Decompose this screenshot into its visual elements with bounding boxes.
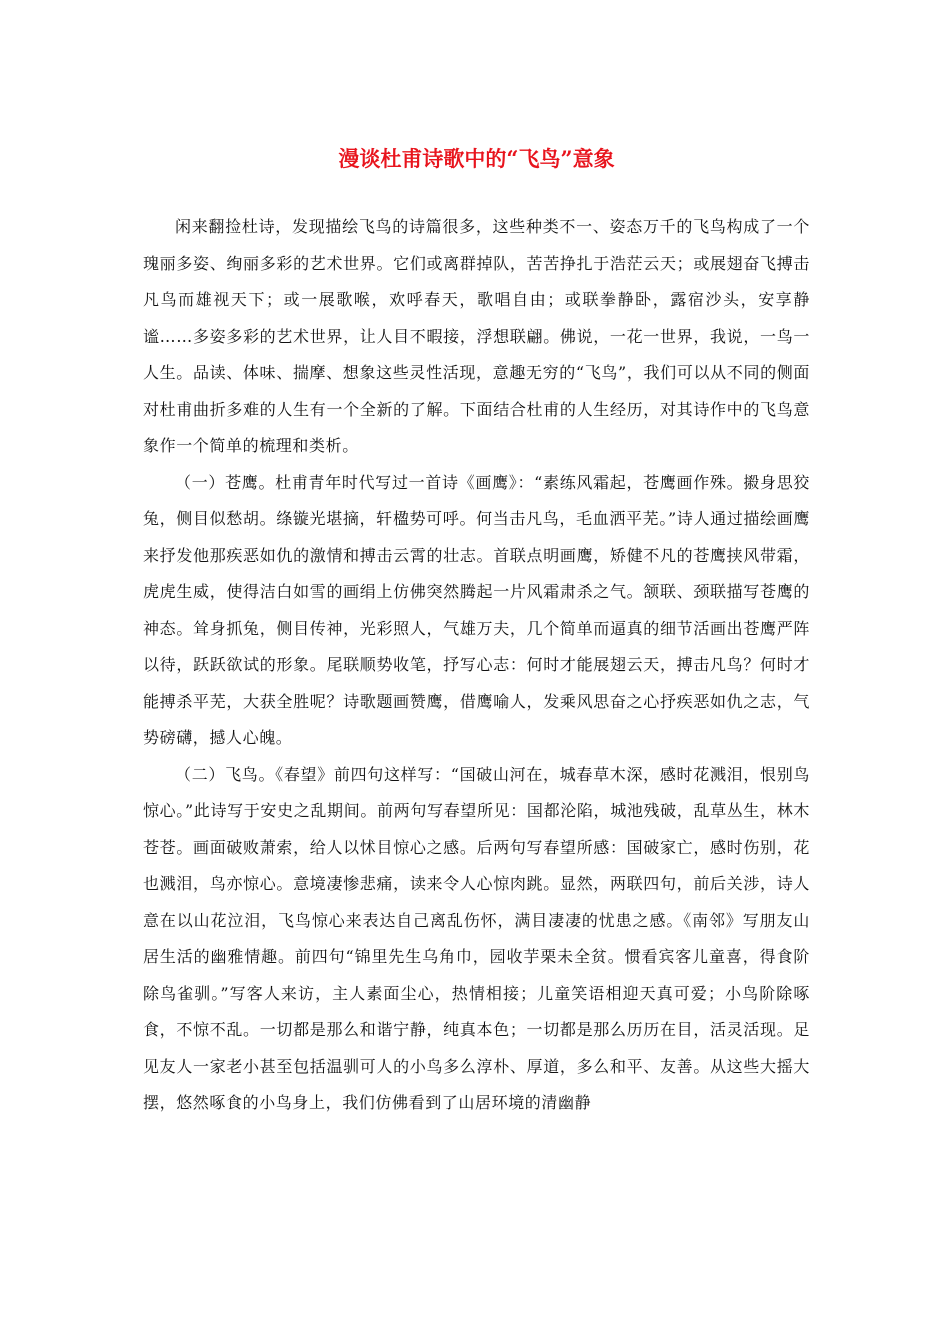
document-title: 漫谈杜甫诗歌中的“飞鸟”意象 (338, 146, 615, 171)
paragraph-intro: 闲来翻捡杜诗，发现描绘飞鸟的诗篇很多，这些种类不一、姿态万千的飞鸟构成了一个瑰丽多姿、绚丽多彩的艺术世界。它们或离群掉队，苦苦挣扎于浩茫云天；或展翅奋飞搏击凡鸟而雄视天下；或一展歌喉，欢呼春天，歌唱自由；或联拳静卧，露宿沙头，安享静谧……多姿多彩的艺术世界，让人目不暇接，浮想联翩。佛说，一花一世界，我说，一鸟一人生。品读、体味、揣摩、想象这些灵性活现，意趣无穷的“飞鸟”，我们可以从不同的侧面对杜甫曲折多难的人生有一个全新的了解。下面结合杜甫的人生经历，对其诗作中的飞鸟意象作一个简单的梳理和类析。 (143, 217, 810, 455)
paragraph-eagle: （一）苍鹰。杜甫青年时代写过一首诗《画鹰》：“素练风霜起，苍鹰画作殊。摋身思狡兔，侧目似愁胡。绦镟光堪摘，轩楹势可呼。何当击凡鸟，毛血洒平芜。”诗人通过描绘画鹰来抒发他那疾恶如仇的激情和搏击云霄的壮志。首联点明画鹰，矫健不凡的苍鹰挟风带霜，虎虎生威，使得洁白如雪的画绢上仿佛突然腾起一片风霜肃杀之气。颔联、颈联描写苍鹰的神态。耸身抓兔，侧目传神，光彩照人，气雄万夫，几个简单而逼真的细节活画出苍鹰严阵以待，跃跃欲试的形象。尾联顺势收笔，抒写心志：何时才能展翅云天，搏击凡鸟？何时才能搏杀平芜，大获全胜呢？诗歌题画赞鹰，借鹰喻人，发乘风思奋之心抒疾恶如仇之志，气势磅礴，撼人心魄。 (143, 472, 810, 747)
paragraph-flying-bird: （二）飞鸟。《春望》前四句这样写：“国破山河在，城春草木深，感时花溅泪，恨别鸟惊心。”此诗写于安史之乱期间。前两句写春望所见：国都沦陷，城池残破，乱草丛生，林木苍苍。画面破败萧索，给人以怵目惊心之感。后两句写春望所感：国破家亡，感时伤别，花也溅泪，鸟亦惊心。意境凄惨悲痛，读来令人心惊肉跳。显然，两联四句，前后关涉，诗人意在以山花泣泪，飞鸟惊心来表达自己离乱伤怀，满目凄凄的忧患之感。《南邻》写朋友山居生活的幽雅情趣。前四句“锦里先生乌角巾，园收芋栗未全贫。惯看宾客儿童喜，得食阶除鸟雀驯。”写客人来访，主人素面尘心，热情相接；儿童笑语相迎天真可爱；小鸟阶除啄食，不惊不乱。一切都是那么和谐宁静，纯真本色；一切都是那么历历在目，活灵活现。足见友人一家老小甚至包括温驯可人的小鸟多么淳朴、厚道，多么和平、友善。从这些大摇大摆，悠然啄食的小鸟身上，我们仿佛看到了山居环境的清幽静 (143, 764, 810, 1112)
